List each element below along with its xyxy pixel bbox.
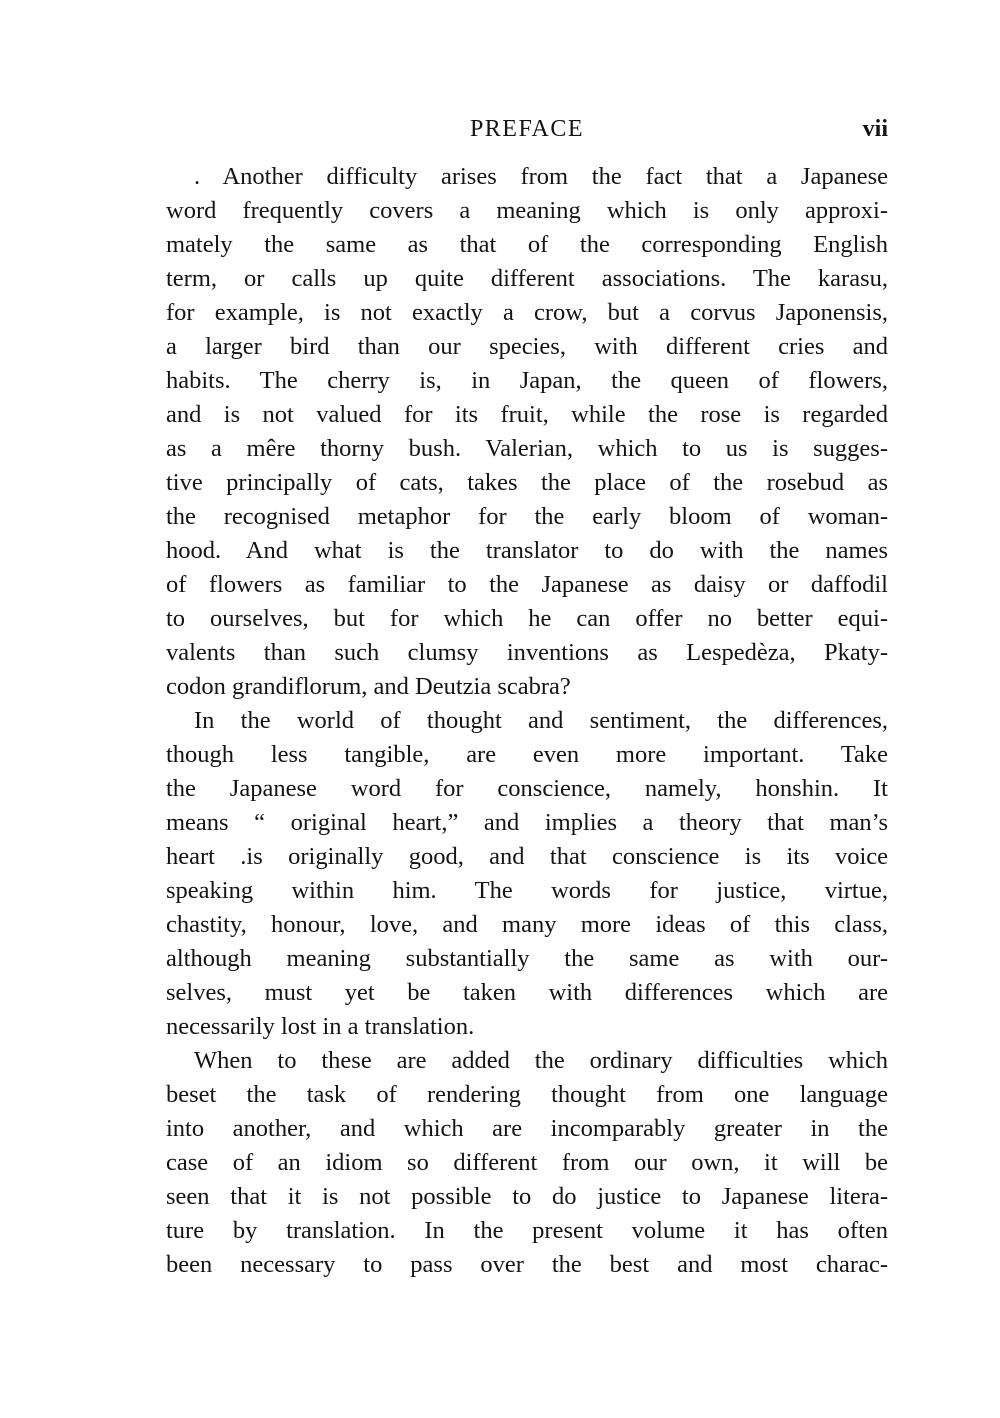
text-line: a larger bird than our species, with different cries and <box>166 333 888 360</box>
text-line: habits. The cherry is, in Japan, the queen of flowers, <box>166 367 888 394</box>
text-line: as a mêre thorny bush. Valerian, which to us is sugges- <box>166 435 888 462</box>
paragraph-2 <box>166 704 888 1044</box>
text-line: the Japanese word for conscience, namely, honshin. It <box>166 775 888 802</box>
text-line: seen that it is not possible to do justice to Japanese litera- <box>166 1183 888 1210</box>
text-line: selves, must yet be taken with differences which are <box>166 979 888 1006</box>
text-line: means “ original heart,” and implies a theory that man’s <box>166 809 888 836</box>
text-line: word frequently covers a meaning which is only approxi- <box>166 197 888 224</box>
paragraph-3 <box>166 1044 888 1282</box>
text-line: necessarily lost in a translation. <box>166 1013 475 1040</box>
text-line: tive principally of cats, takes the place of the rosebud as <box>166 469 888 496</box>
text-line: of flowers as familiar to the Japanese as daisy or daffodil <box>166 571 888 598</box>
text-line: case of an idiom so different from our own, it will be <box>166 1149 888 1176</box>
text-line: ture by translation. In the present volume it has often <box>166 1217 888 1244</box>
text-line: heart .is originally good, and that conscience is its voice <box>166 843 888 870</box>
text-line: the recognised metaphor for the early bloom of woman- <box>166 503 888 530</box>
page-number: vii <box>862 116 888 142</box>
text-line: and is not valued for its fruit, while the rose is regarded <box>166 401 888 428</box>
text-line: mately the same as that of the corresponding English <box>166 231 888 258</box>
body-text <box>166 160 888 1282</box>
text-line: In the world of thought and sentiment, the differences, <box>194 707 888 734</box>
text-line: codon grandiflorum, and Deutzia scabra? <box>166 673 571 700</box>
text-line: into another, and which are incomparably greater in the <box>166 1115 888 1142</box>
text-line: valents than such clumsy inventions as Lespedèza, Pkaty- <box>166 639 888 666</box>
text-line: . Another difficulty arises from the fact that a Japanese <box>194 163 888 190</box>
text-line: When to these are added the ordinary difficulties which <box>194 1047 888 1074</box>
text-line: been necessary to pass over the best and most charac- <box>166 1251 888 1278</box>
text-line: though less tangible, are even more important. Take <box>166 741 888 768</box>
text-line: for example, is not exactly a crow, but a corvus Japonensis, <box>166 299 888 326</box>
text-line: to ourselves, but for which he can offer no better equi- <box>166 605 888 632</box>
paragraph-1 <box>166 160 888 704</box>
text-line: term, or calls up quite different associations. The karasu, <box>166 265 888 292</box>
text-line: beset the task of rendering thought from one language <box>166 1081 888 1108</box>
text-line: hood. And what is the translator to do with the names <box>166 537 888 564</box>
text-line: although meaning substantially the same as with our- <box>166 945 888 972</box>
text-line: chastity, honour, love, and many more ideas of this class, <box>166 911 888 938</box>
text-line: speaking within him. The words for justice, virtue, <box>166 877 888 904</box>
running-head: PREFACE <box>469 116 585 142</box>
page-header <box>166 112 888 146</box>
